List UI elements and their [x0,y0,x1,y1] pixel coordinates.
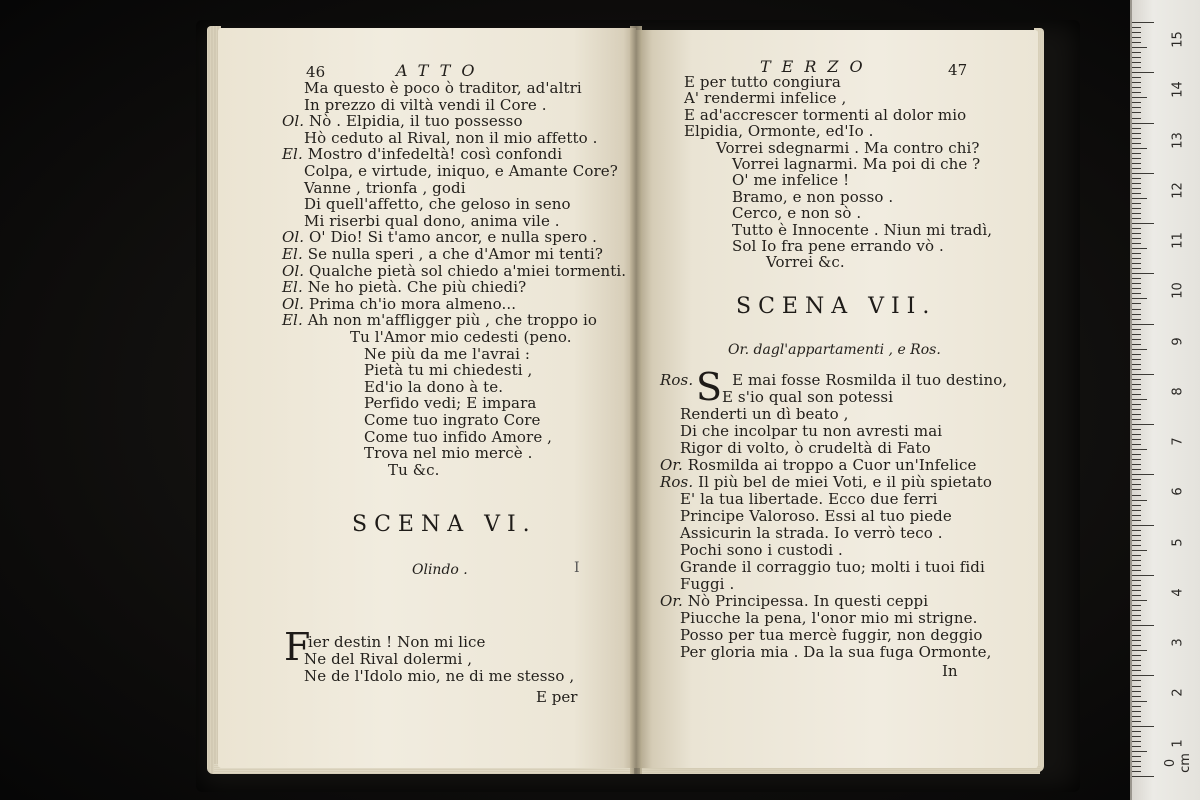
ruler-tick [1132,178,1141,179]
verse-text: Nò . Elpidia, il tuo possesso [309,112,523,131]
verse-text: Renderti un dì beato , [680,405,849,423]
verse-text: Ne ho pietà. Che più chiedi? [307,278,527,297]
ruler-tick [1132,771,1141,772]
ruler-tick [1132,675,1154,676]
ruler-tick [1132,495,1141,496]
scene-persons: Or. dagl'appartamenti , e Ros. [728,342,941,358]
ruler-tick [1132,173,1154,174]
ruler-tick [1132,640,1141,641]
verse-text: Se nulla speri , a che d'Amor mi tenti? [307,245,603,263]
verse-text: Piucche la pena, l'onor mio mi strigne. [680,609,978,627]
verse-text: Cerco, e non sò . [732,204,862,223]
ruler-tick [1132,409,1141,410]
text-line [304,80,582,97]
ruler-tick [1132,32,1141,33]
verse-text: Elpidia, Ormonte, ed'Io . [684,122,874,141]
ruler-tick [1132,148,1147,149]
ruler-tick [1132,334,1141,335]
ruler-tick [1132,52,1141,53]
text-line [364,346,530,363]
ruler-tick [1132,283,1141,284]
ruler-tick [1132,374,1154,375]
ruler-tick [1132,630,1141,631]
text-line [282,263,626,280]
speaker-label: Ol. [282,261,310,280]
ruler-tick [1132,102,1141,103]
verse-text: E' la tua libertade. Ecco due ferri [680,490,938,508]
verse-text: Hò ceduto al Rival, non il mio affetto . [304,128,598,147]
ruler-tick [1132,540,1141,541]
ruler-tick [1132,746,1141,747]
ruler-tick [1132,766,1141,767]
ruler-number: 2 [1170,688,1186,698]
ruler-tick [1132,87,1141,88]
ruler-tick [1132,188,1141,189]
ruler-tick [1132,82,1141,83]
text-line [282,246,603,263]
ruler-tick [1132,92,1141,93]
verse-text: Sol Io fra pene errando vò . [732,237,944,255]
ruler-tick [1132,133,1141,134]
ruler-tick [1132,72,1154,73]
ruler-tick [1132,394,1141,395]
verse-line: Ne de l'Idolo mio, ne di me stesso , [304,667,575,685]
verse-text: O' Dio! Si t'amo ancor, e nulla spero . [309,228,598,247]
verse-text: Nò Principessa. In questi ceppi [687,592,929,610]
text-line [350,329,572,346]
ruler-tick [1132,399,1147,400]
ruler-tick [1132,293,1141,294]
verse-text: Tu &c. [388,460,440,479]
text-line [304,213,560,230]
ruler-number: 13 [1170,131,1186,149]
ruler-tick [1132,595,1141,596]
ruler-tick [1132,354,1141,355]
ruler-tick [1132,686,1141,687]
ruler-tick [1132,600,1147,601]
ruler-tick [1132,500,1147,501]
text-line [680,610,977,627]
ruler-tick [1132,303,1141,304]
text-line [722,389,893,406]
ruler-tick [1132,711,1141,712]
ruler-tick [1132,228,1141,229]
ruler-tick [1132,550,1147,551]
text-line [282,113,523,130]
ruler-tick [1132,22,1154,23]
ruler-tick [1132,193,1141,194]
ruler-number: 11 [1170,232,1186,249]
ruler-tick [1132,515,1141,516]
ruler-tick [1132,444,1141,445]
ruler-tick [1132,128,1141,129]
ruler-tick [1132,701,1147,702]
ruler-tick [1132,389,1141,390]
ruler-tick [1132,218,1141,219]
ruler-tick [1132,158,1141,159]
verse-text: Come tuo infido Amore , [364,427,553,446]
speaker-label: Ros. [660,371,699,389]
ruler-tick [1132,625,1154,626]
page-number: 46 [306,63,326,81]
ruler-tick [1132,384,1141,385]
ruler-number: 15 [1170,31,1186,48]
ruler-tick [1132,27,1141,28]
verse-text: Posso per tua mercè fuggir, non deggio [680,626,983,644]
ruler-tick [1132,696,1141,697]
text-line [680,627,983,644]
verse-text: Colpa, e virtude, iniquo, e Amante Core? [304,162,618,180]
ruler-tick [1132,670,1141,671]
ruler-tick [1132,449,1147,450]
ruler-tick [1132,565,1141,566]
ruler-tick [1132,183,1141,184]
ruler-tick [1132,580,1141,581]
ruler-tick [1132,469,1141,470]
ruler-number: 0 cm [1163,753,1193,773]
ruler-tick [1132,163,1141,164]
drop-capital: F [284,625,311,669]
ruler-tick [1132,278,1141,279]
verse-text: E ad'accrescer tormenti al dolor mio [684,105,967,124]
ruler-tick [1132,268,1141,269]
text-line [304,130,597,147]
ruler-tick [1132,645,1141,646]
ruler-tick [1132,761,1141,762]
ruler-number: 9 [1170,336,1186,346]
text-line [660,372,1007,389]
ruler-tick [1132,680,1141,681]
ruler-tick [1132,319,1141,320]
text-line [680,423,942,440]
ruler-tick [1132,424,1154,425]
scene-persons: Olindo . [412,562,468,578]
ruler-tick [1132,138,1141,139]
verse-text: Vorrei &c. [766,253,845,272]
text-line [680,559,985,576]
verse-text: E per tutto congiura [684,73,841,91]
ruler-tick [1132,474,1154,475]
ruler-tick [1132,459,1141,460]
verse-text: E mai fosse Rosmilda il tuo destino, [732,371,1008,389]
ruler-tick [1132,439,1141,440]
ruler-tick [1132,213,1141,214]
ruler-tick [1132,535,1141,536]
verse-text: In prezzo di viltà vendi il Core . [304,95,547,114]
ruler-tick [1132,660,1141,661]
ruler-tick [1132,329,1141,330]
ruler-number: 10 [1170,282,1186,300]
ruler-tick [1132,484,1141,485]
speaker-label: Ol. [282,112,310,131]
ruler-tick [1132,263,1141,264]
ruler-tick [1132,118,1141,119]
ruler-tick [1132,756,1141,757]
speaker-label: Or. [660,592,688,610]
ruler-tick [1132,67,1141,68]
verse-text: Pochi sono i custodi . [680,541,843,559]
margin-mark: I [574,560,580,576]
drop-capital: S [696,365,723,409]
ruler-tick [1132,505,1141,506]
ruler-number: 5 [1170,538,1186,547]
text-line [364,445,533,462]
page-number: 47 [948,61,968,79]
ruler-tick [1132,464,1141,465]
ruler-tick [1132,288,1141,289]
ruler-tick [1132,525,1154,526]
ruler-tick [1132,324,1154,325]
ruler-tick [1132,404,1141,405]
ruler-tick [1132,339,1141,340]
text-line [364,395,536,412]
ruler-tick [1132,258,1141,259]
text-line [680,525,943,542]
ruler-tick [1132,77,1141,78]
right-page [636,30,1038,768]
ruler-tick [1132,359,1141,360]
ruler-tick [1132,112,1141,113]
verse-text: Rigor di volto, ò crudeltà di Fato [680,439,931,457]
verse-text: Mostro d'infedeltà! così confondi [307,145,563,164]
ruler-tick [1132,751,1147,752]
verse-text: Fuggi . [680,575,735,593]
ruler-tick [1132,590,1141,591]
text-line [680,508,952,525]
text-line [680,491,938,508]
speaker-label: El. [282,278,308,297]
ruler-tick [1132,379,1141,380]
verse-text: Ah non m'affligger più , che troppo io [307,311,598,330]
speaker-label: Ol. [282,294,310,313]
speaker-label: Ros. [660,473,699,491]
ruler-number: 8 [1170,387,1186,396]
text-line [364,412,541,429]
ruler-tick [1132,298,1147,299]
ruler-tick [1132,419,1141,420]
ruler-tick [1132,520,1141,521]
text-line [282,312,597,329]
ruler-tick [1132,585,1141,586]
speaker-label: El. [282,145,308,164]
ruler-tick [1132,62,1141,63]
catchword: In [942,662,958,680]
ruler-tick [1132,238,1141,239]
ruler-tick [1132,57,1141,58]
ruler-tick [1132,655,1141,656]
ruler-tick [1132,691,1141,692]
ruler-tick [1132,575,1154,576]
verse-text: Perfido vedi; E impara [364,394,537,413]
ruler-tick [1132,776,1154,777]
book-gutter [630,26,642,774]
ruler-tick [1132,560,1141,561]
ruler-tick [1132,716,1141,717]
text-line [304,180,466,197]
ruler-number: 3 [1170,638,1186,647]
verse-text: Trova nel mio mercè . [364,444,533,463]
ruler-tick [1132,429,1141,430]
text-line [304,97,547,114]
ruler-tick [1132,721,1141,722]
ruler-tick [1132,414,1141,415]
verse-text: Assicurin la strada. Io verrò teco . [680,524,943,542]
text-line [660,593,928,610]
ruler-tick [1132,736,1141,737]
ruler-tick [1132,208,1141,209]
ruler-tick [1132,153,1141,154]
text-line [680,542,843,559]
ruler-tick [1132,168,1141,169]
ruler-tick [1132,650,1147,651]
scene-title: SCENA VI. [352,512,537,537]
catchword: E per [536,688,578,706]
ruler-tick [1132,454,1141,455]
ruler-tick [1132,555,1141,556]
text-line [282,279,526,296]
ruler-tick [1132,314,1141,315]
ruler-tick [1132,273,1154,274]
text-line [766,254,845,271]
text-line [660,457,977,474]
ruler-number: 12 [1170,182,1186,199]
left-page [218,28,636,768]
text-line [304,196,571,213]
ruler-tick [1132,635,1141,636]
text-line [364,379,503,396]
ruler-tick [1132,741,1141,742]
verse-text: Di quell'affetto, che geloso in seno [304,195,571,214]
text-line [282,146,562,163]
verse-text: Rosmilda ai troppo a Cuor un'Infelice [687,456,977,474]
text-line [364,429,552,446]
verse-text: Vanne , trionfa , godi [304,178,466,197]
ruler-tick [1132,42,1141,43]
verse-text: Tu l'Amor mio cedesti (peno. [350,328,572,346]
verse-text: Vorrei sdegnarmi . Ma contro chi? [716,138,980,157]
ruler-tick [1132,349,1147,350]
ruler-tick [1132,620,1141,621]
verse-text: Grande il corraggio tuo; molti i tuoi fidi [680,558,985,576]
ruler-tick [1132,97,1147,98]
ruler-tick [1132,665,1141,666]
ruler-number: 4 [1170,588,1186,597]
ruler-tick [1132,143,1141,144]
verse-text: Prima ch'io mora almeno... [309,294,517,313]
ruler-tick [1132,706,1141,707]
ruler-tick [1132,243,1141,244]
text-line [680,644,992,661]
ruler-tick [1132,545,1141,546]
ruler-tick [1132,248,1147,249]
ruler-tick [1132,605,1141,606]
ruler-number: 1 [1170,739,1186,748]
text-line [680,576,734,593]
ruler-tick [1132,570,1141,571]
ruler-tick [1132,253,1141,254]
verse-text: Ne più da me l'avrai : [364,344,531,363]
ruler-tick [1132,344,1141,345]
verse-text: Qualche pietà sol chiedo a'miei tormenti. [309,261,627,280]
ruler-tick [1132,530,1141,531]
ruler-tick [1132,37,1141,38]
scene-title: SCENA VII. [736,294,937,319]
speaker-label: El. [282,311,308,330]
ruler-tick [1132,489,1141,490]
ruler-tick [1132,47,1147,48]
ruler-tick [1132,434,1141,435]
speaker-label: El. [282,245,308,263]
text-line [680,440,931,457]
speaker-label: Or. [660,456,688,474]
ruler-tick [1132,309,1141,310]
verse-line: ier destin ! Non mi lice [308,633,486,651]
ruler-tick [1132,479,1141,480]
text-line [282,296,516,313]
verse-text: Ed'io la dono à te. [364,377,504,396]
ruler-tick [1132,369,1141,370]
verse-text: Di che incolpar tu non avresti mai [680,422,943,440]
verse-text: Bramo, e non posso . [732,187,894,206]
text-line [680,406,849,423]
verse-text: Tutto è Innocente . Niun mi tradì, [732,220,993,239]
ruler-number: 6 [1170,487,1186,497]
ruler-tick [1132,198,1147,199]
ruler-tick [1132,731,1141,732]
ruler-tick [1132,615,1141,616]
speaker-label: Ol. [282,228,310,247]
text-line [364,362,532,379]
text-line [660,474,992,491]
verse-text: A' rendermi infelice , [684,89,847,108]
verse-text: Come tuo ingrato Core [364,411,541,429]
measuring-ruler [1130,0,1200,800]
text-line [388,462,440,479]
verse-line: Ne del Rival dolermi , [304,650,473,668]
text-line [304,163,618,180]
running-head: TERZO [760,57,874,76]
verse-text: Il più bel de miei Voti, e il più spietato [698,473,993,491]
ruler-tick [1132,107,1141,108]
text-line [282,229,597,246]
verse-text: O' me infelice ! [732,171,850,190]
ruler-tick [1132,223,1154,224]
ruler-tick [1132,610,1141,611]
verse-text: Mi riserbi qual dono, anima vile . [304,211,560,230]
ruler-tick [1132,510,1141,511]
running-head: ATTO [396,61,486,80]
ruler-tick [1132,203,1141,204]
verse-text: Ma questo è poco ò traditor, ad'altri [304,79,582,97]
ruler-number: 7 [1170,437,1186,446]
ruler-tick [1132,233,1141,234]
verse-text: Per gloria mia . Da la sua fuga Ormonte, [680,643,992,661]
verse-text: Principe Valoroso. Essi al tuo piede [680,507,952,525]
ruler-tick [1132,726,1154,727]
ruler-number: 14 [1170,81,1186,99]
verse-text: Vorrei lagnarmi. Ma poi di che ? [732,155,981,173]
ruler-tick [1132,364,1141,365]
ruler-tick [1132,123,1154,124]
verse-text: E s'io qual son potessi [722,388,894,406]
verse-text: Pietà tu mi chiedesti , [364,361,533,380]
